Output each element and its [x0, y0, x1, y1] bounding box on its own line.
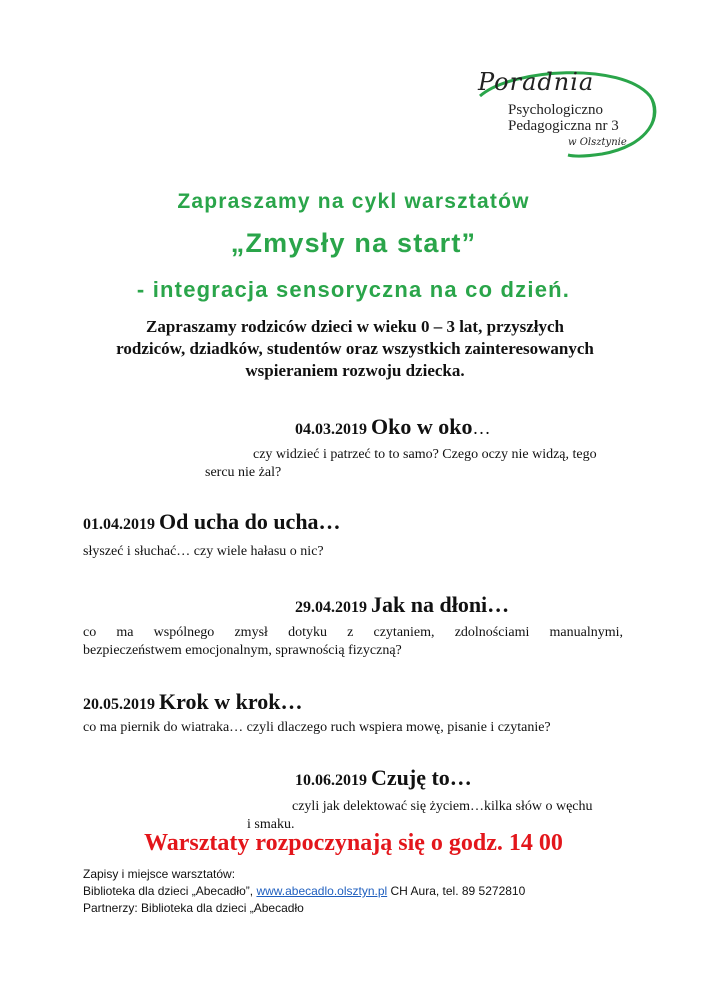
library-website-link[interactable]: www.abecadlo.olsztyn.pl	[256, 884, 388, 898]
workshop-desc-line: co ma wspólnego zmysł dotyku z czytaniem, zdolnościami manualnymi,	[83, 625, 623, 640]
workshop-5-heading	[295, 765, 472, 791]
workshop-2-description: słyszeć i słuchać… czy wiele hałasu o nic?	[83, 544, 324, 559]
logo-line2: Psychologiczno	[508, 102, 603, 118]
heading-title: „Zmysły na start”	[230, 228, 477, 258]
workshop-date: 10.06.2019	[295, 772, 367, 789]
intro-line: wspieraniem rozwoju dziecka.	[245, 361, 465, 380]
workshop-5-description	[247, 798, 647, 834]
workshop-title: Od ucha do ucha…	[159, 509, 341, 534]
footer-venue-contact: CH Aura, tel. 89 5272810	[390, 884, 526, 898]
heading-invite: Zapraszamy na cykl warsztatów	[177, 190, 530, 213]
logo-line4: w Olsztynie	[568, 137, 627, 148]
footer-venue-name: Biblioteka dla dzieci „Abecadło”,	[83, 884, 254, 898]
workshop-desc-line: czy widzieć i patrzeć to to samo? Czego oczy nie widzą, tego	[253, 447, 597, 462]
intro-line: Zapraszamy rodziców dzieci w wieku 0 – 3 lat, przyszłych	[145, 317, 565, 336]
workshop-1-heading	[295, 414, 490, 440]
workshop-title: Czuję to…	[371, 765, 472, 790]
footer	[83, 866, 525, 917]
workshop-title: Oko w oko	[371, 414, 473, 439]
footer-venue	[83, 883, 525, 900]
workshop-desc-line: czyli jak delektować się życiem…kilka słów o węchu	[292, 799, 593, 814]
footer-signup-label: Zapisy i miejsce warsztatów:	[83, 867, 236, 881]
workshop-1-description	[205, 446, 635, 482]
workshop-4-description: co ma piernik do wiatraka… czyli dlaczego ruch wspiera mowę, pisanie i czytanie?	[83, 720, 551, 735]
workshop-desc-line: sercu nie żal?	[205, 465, 282, 480]
workshop-date: 20.05.2019	[83, 696, 155, 713]
logo-line3: Pedagogiczna nr 3	[508, 118, 619, 134]
workshop-3-description	[83, 624, 623, 660]
workshop-date: 01.04.2019	[83, 516, 155, 533]
workshop-desc-line: bezpieczeństwem emocjonalnym, sprawnością fizyczną?	[83, 643, 402, 658]
logo	[470, 58, 670, 168]
workshop-title: Jak na dłoni…	[371, 592, 510, 617]
workshop-3-heading	[295, 592, 509, 618]
footer-partners: Partnerzy: Biblioteka dla dzieci „Abecadło	[83, 901, 304, 915]
heading-subtitle: - integracja sensoryczna na co dzień.	[136, 277, 571, 302]
workshop-title-dots: …	[472, 418, 491, 438]
workshop-desc-line: i smaku.	[247, 817, 295, 832]
workshop-2-heading	[83, 509, 341, 535]
workshop-4-heading	[83, 689, 302, 715]
logo-title: Poradnia	[478, 68, 595, 96]
intro-line: rodziców, dziadków, studentów oraz wszystkich zainteresowanych	[116, 339, 594, 358]
workshop-date: 29.04.2019	[295, 599, 367, 616]
workshop-title: Krok w krok…	[159, 689, 303, 714]
workshop-date: 04.03.2019	[295, 421, 367, 438]
start-time-notice: Warsztaty rozpoczynają się o godz. 14 00	[144, 830, 563, 856]
intro-text	[60, 316, 650, 382]
